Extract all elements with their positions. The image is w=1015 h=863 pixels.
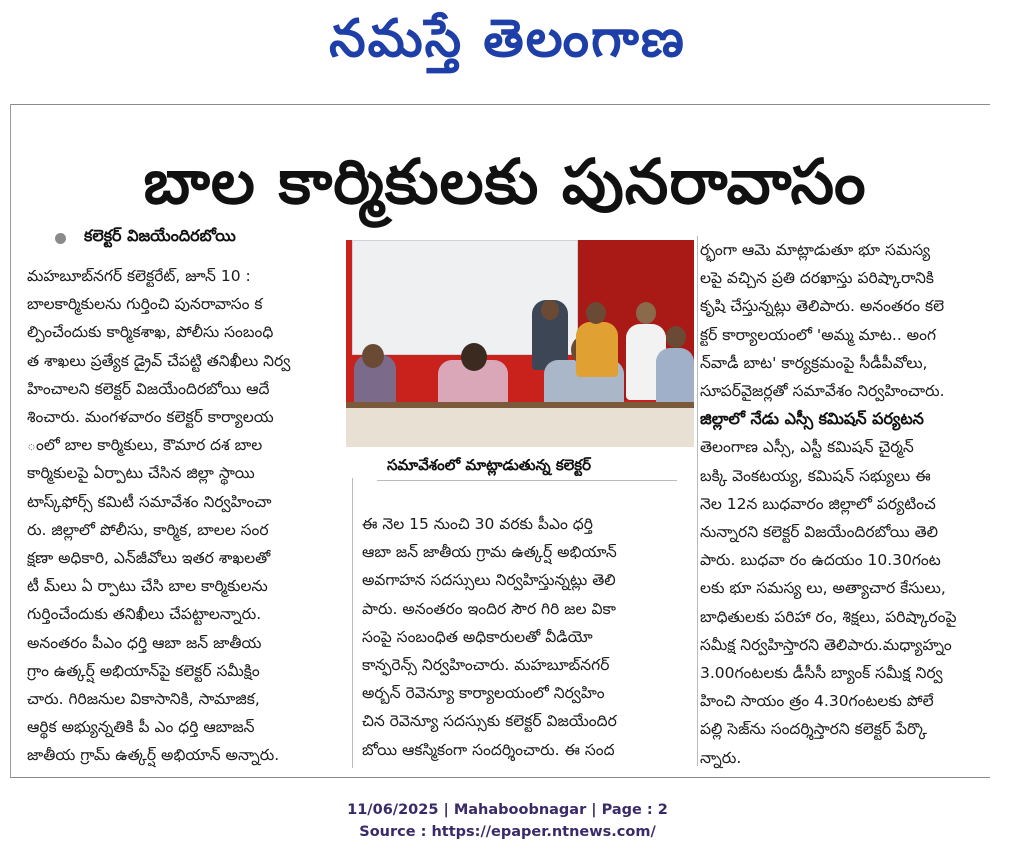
person-figure — [656, 348, 694, 408]
text-line: నున్నారని కలెక్టర్ విజయేందిరబోయి తెలి — [700, 523, 939, 542]
person-head — [586, 302, 606, 324]
text-line: బక్కి వెంకటయ్య, కమిషన్ సభ్యులు ఈ — [700, 466, 931, 485]
text-line: ఆబా జన్ జాతీయ గ్రామ ఉత్కర్ష్ అభియాన్ — [362, 543, 617, 562]
text-line: శించారు. మంగళవారం కలెక్టర్ కార్యాలయ — [27, 408, 274, 427]
text-line: త శాఖలు ప్రత్యేక డ్రైవ్ చేపట్టి తనిఖీలు నిర్వ — [27, 351, 291, 370]
text-line: న్‌వాడీ బాట' కార్యక్రమంపై సీడీపీవోలు, — [700, 353, 928, 372]
person-head — [461, 343, 487, 371]
text-line: ఆర్థిక అభ్యున్నతికి పీ ఎం ధర్తి ఆబాజన్ — [27, 718, 255, 737]
news-photo — [346, 240, 694, 447]
text-line: ఈ నెల 15 నుంచి 30 వరకు పీఎం ధర్తి — [362, 515, 593, 533]
text-line: హించి సాయం త్రం 4.30గంటలకు పోలే — [700, 692, 934, 711]
article-byline: కలెక్టర్ విజయేందిరబోయి — [84, 226, 236, 245]
text-line: క్షణా అధికారి, ఎన్‌జీవోలు ఇతర శాఖలతో — [27, 549, 271, 568]
text-line: 3.00గంటలకు డీసీసీ బ్యాంక్ సమీక్ష నిర్వ — [700, 664, 943, 683]
article-headline: బాల కార్మికులకు పునరావాసం — [143, 145, 867, 218]
text-line: సూపర్‌వైజర్లతో సమావేశం నిర్వహించారు. — [700, 382, 945, 401]
person-figure — [576, 322, 618, 377]
photo-caption: సమావేశంలో మాట్లాడుతున్న కలెక్టర్ — [387, 456, 592, 474]
person-head — [362, 344, 384, 368]
text-line: లపై వచ్చిన ప్రతి దరఖాస్తు పరిష్కారానికి — [700, 269, 935, 288]
article-column-2 — [362, 510, 694, 764]
text-line: అనంతరం పీఎం ధర్తి ఆబా జన్ జాతీయ — [27, 633, 262, 652]
article-column-1 — [27, 262, 342, 770]
text-line: తెలంగాణ ఎస్సీ, ఎస్టీ కమిషన్ చైర్మన్ — [700, 438, 914, 457]
text-line: బాలకార్మికులను గుర్తించి పునరావాసం క — [27, 295, 263, 314]
column-divider — [697, 236, 698, 766]
table-edge — [346, 402, 694, 408]
text-line: జాతీయ గ్రామ్ ఉత్కర్ష్ అభియాన్ అన్నారు. — [27, 746, 280, 765]
text-line: ర్భంగా ఆమె మాట్లాడుతూ భూ సమస్య — [700, 241, 931, 259]
text-line: నెల 12న బుధవారం జిల్లాలో పర్యటించ — [700, 494, 936, 513]
sub-headline: జిల్లాలో నేడు ఎస్సీ కమిషన్ పర్యటన — [700, 409, 924, 429]
text-line: పల్లి సెజ్‌ను సందర్శిస్తారని కలెక్టర్ పేర్కొ — [700, 720, 927, 739]
text-line: కార్మికులపై ఏర్పాటు చేసిన జిల్లా స్థాయి — [27, 464, 255, 483]
text-line: అర్బన్ రెవెన్యూ కార్యాలయంలో నిర్వహిం — [362, 684, 605, 703]
text-line: క్టర్ కార్యాలయంలో 'అమ్మ మాట.. అంగ — [700, 325, 936, 344]
text-line: కాన్ఫరెన్స్ నిర్వహించారు. మహబూబ్‌నగర్ — [362, 656, 610, 675]
person-head — [666, 326, 686, 348]
text-line: హించాలని కలెక్టర్ విజయేందిరబోయి ఆదే — [27, 379, 270, 398]
text-line: టీ మ్‌లు ఏ ర్పాటు చేసి బాల కార్మికులను — [27, 577, 268, 596]
article-column-3 — [700, 236, 995, 772]
masthead — [0, 0, 1015, 100]
text-line: గ్రాం ఉత్కర్ష్ అభియాన్‌పై కలెక్టర్ సమీక్షిం — [27, 661, 260, 680]
person-head — [541, 300, 559, 320]
text-line: సంపై సంబంధిత అధికారులతో వీడియో — [362, 627, 593, 646]
newspaper-logo: నమస్తే తెలంగాణ — [329, 8, 686, 69]
left-margin-rule — [10, 104, 11, 778]
text-line: చిన రెవెన్యూ సదస్సుకు కలెక్టర్ విజయేందిర — [362, 712, 617, 731]
text-line: సమీక్ష నిర్వహిస్తారని తెలిపారు.మధ్యాహ్నం — [700, 635, 952, 654]
person-head — [636, 302, 656, 324]
text-line: ల్పించేందుకు కార్మికశాఖ, పోలీసు సంబంధి — [27, 323, 274, 342]
top-divider — [10, 104, 990, 105]
text-line: చారు. గిరిజనుల వికాసానికి, సామాజిక, — [27, 690, 260, 709]
text-line: టాస్క్‌ఫోర్స్ కమిటీ సమావేశం నిర్వహించా — [27, 492, 272, 511]
text-line: న్నారు. — [700, 748, 742, 767]
text-line: మహబూబ్‌నగర్ కలెక్టరేట్, జూన్ 10 : — [27, 267, 251, 285]
text-line: లకు భూ సమస్య లు, అత్యాచార కేసులు, — [700, 579, 946, 598]
conference-table — [346, 402, 694, 447]
bottom-divider — [10, 777, 990, 778]
text-line: గుర్తించేందుకు తనిఖీలు చేపట్టాలన్నారు. — [27, 605, 262, 624]
byline-bullet-icon — [55, 233, 66, 244]
footer-date-edition: 11/06/2025 | Mahaboobnagar | Page : 2 — [347, 802, 668, 818]
text-line: రు. జిల్లాలో పోలీసు, కార్మిక, బాలల సంర — [27, 520, 269, 539]
footer-source-link[interactable]: Source : https://epaper.ntnews.com/ — [359, 824, 656, 840]
text-line: ంలో బాల కార్మికులు, కౌమార దశ బాల — [27, 436, 263, 455]
text-line: పారు. అనంతరం ఇందిర సౌర గిరి జల వికా — [362, 599, 616, 618]
text-line: పారు. బుధవా రం ఉదయం 10.30గంట — [700, 551, 941, 570]
text-line: కృషి చేస్తున్నట్లు తెలిపారు. అనంతరం కలె — [700, 297, 945, 316]
text-line: అవగాహన సదస్సులు నిర్వహిస్తున్నట్లు తెలి — [362, 571, 616, 590]
text-line: బోయి ఆకస్మికంగా సందర్శించారు. ఈ సంద — [362, 740, 615, 759]
column-divider — [352, 478, 353, 768]
text-line: బాధితులకు పరిహా రం, శిక్షలు, పరిష్కారంపై — [700, 607, 957, 626]
